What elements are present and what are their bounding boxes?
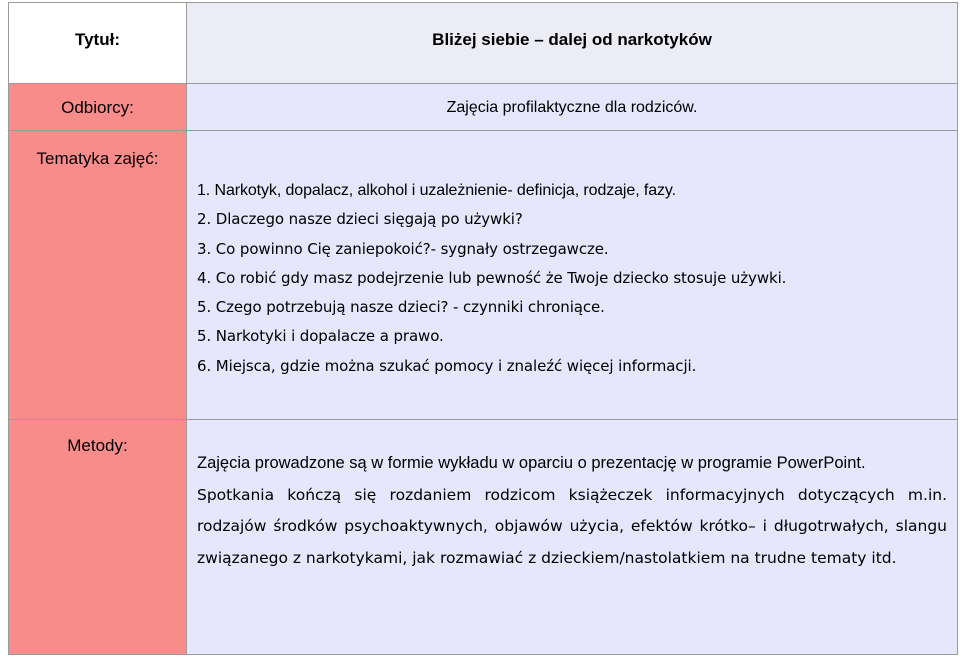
topic-item: 4. Co robić gdy masz podejrzenie lub pewność że Twoje dziecko stosuje używki. [197,268,787,287]
audience-value: Zajęcia profilaktyczne dla rodziców. [187,84,957,131]
methods-text [187,420,957,654]
topic-item: 3. Co powinno Cię zaniepokoić?- sygnały ostrzegawcze. [197,239,609,258]
topic-item: 2. Dlaczego nasze dzieci sięgają po używki? [197,210,523,229]
methods-line-1: Zajęcia prowadzone są w formie wykładu w oparciu o prezentację w programie PowerPoint. [197,454,866,472]
title-label: Tytuł: [9,3,187,84]
topic-item: 1. Narkotyk, dopalacz, alkohol i uzależnienie- definicja, rodzaje, fazy. [197,182,676,199]
topic-item: 5. Czego potrzebują nasze dzieci? - czynniki chroniące. [197,298,605,317]
topics-label: Tematyka zajęć: [9,131,187,420]
title-value: Bliżej siebie – dalej od narkotyków [187,3,957,84]
methods-paragraph: Spotkania kończą się rozdaniem rodzicom książeczek informacyjnych dotyczących m.in. rodzajów środków psychoaktywnych, objawów użycia, efektów krótko– i długotrwałych, slangu związanego z narkotykami, jak rozmawiać z dzieckiem/nastolatkiem na trudne tematy itd. [197,485,947,567]
methods-label: Metody: [9,420,187,654]
audience-label: Odbiorcy: [9,84,187,131]
topics-list [187,131,957,420]
topic-item: 5. Narkotyki i dopalacze a prawo. [197,327,444,346]
info-table [8,2,958,655]
topic-item: 6. Miejsca, gdzie można szukać pomocy i znaleźć więcej informacji. [197,356,697,375]
